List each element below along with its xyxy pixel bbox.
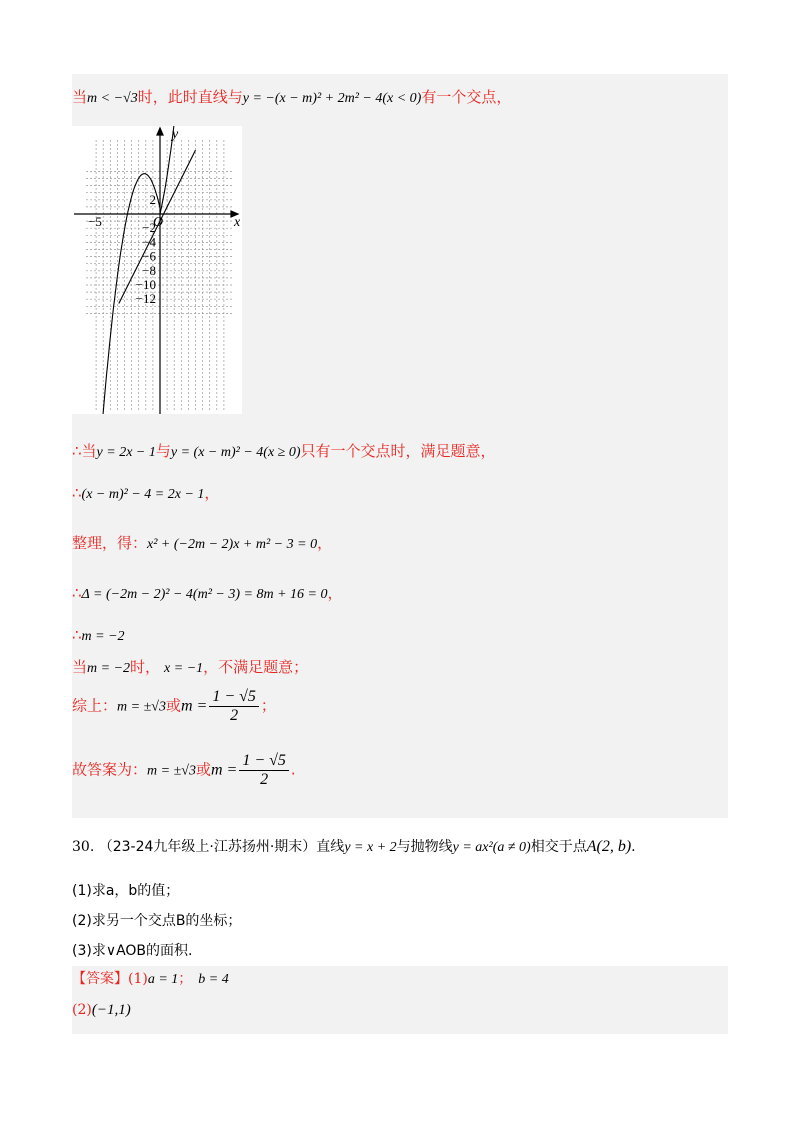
- y-tick-label: −8: [142, 262, 156, 278]
- origin-label: O: [153, 215, 164, 230]
- y-tick-label: −6: [142, 248, 156, 264]
- answer-line-1: 【答案】(1)a = 1； b = 4: [72, 971, 229, 987]
- y-axis-label: y: [172, 127, 179, 142]
- solution-line-4: 整理，得：x² + (−2m − 2)x + m² − 3 = 0，: [72, 534, 333, 552]
- question-part-1: (1)求a，b的值；: [72, 883, 180, 899]
- question-number: 30.: [72, 839, 95, 855]
- solution-line-3: ∴(x − m)² − 4 = 2x − 1，: [72, 484, 220, 502]
- x-axis-label: x: [234, 215, 241, 230]
- answer-label: 【答案】: [72, 971, 128, 987]
- fraction: $\frac{1 - √5}{2}$: [239, 752, 289, 789]
- answer-line-2: (2)(−1,1): [72, 1002, 131, 1018]
- solution-line-5: ∴Δ = (−2m − 2)² − 4(m² − 3) = 8m + 16 = 0，: [72, 584, 343, 602]
- solution-line-1: 当m < −√3时，此时直线与y = −(x − m)² + 2m² − 4(x < 0)有一个交点，: [72, 88, 512, 106]
- solution-line-9: 故答案为：m = ±√3或m = $\frac{1 - √5}{2}$ .: [72, 752, 296, 788]
- function-graph: [72, 126, 242, 414]
- x-tick-label: −5: [88, 214, 102, 229]
- y-tick-label: 2: [149, 191, 156, 207]
- question-part-3: (3)求∨AOB的面积.: [72, 943, 193, 959]
- y-tick-label: −2: [142, 220, 156, 236]
- y-tick-label: −4: [142, 234, 156, 250]
- question-30-stem: 30. （23-24九年级上·江苏扬州·期末）直线y = x + 2与抛物线y = ax²(a ≠ 0)相交于点A(2, b).: [72, 838, 636, 855]
- solution-line-8: 综上：m = ±√3或m = $\frac{1 - √5}{2}$ ；: [72, 688, 276, 724]
- y-tick-label: −10: [135, 277, 156, 292]
- solution-line-6: ∴m = −2: [72, 626, 125, 644]
- solution-line-7: 当m = −2时， x = −1，不满足题意；: [72, 658, 309, 676]
- solution-line-2: ∴当y = 2x − 1与y = (x − m)² − 4(x ≥ 0)只有一个交点时，满足题意，: [72, 442, 496, 460]
- fraction: $\frac{1 - √5}{2}$: [209, 688, 259, 725]
- y-tick-label: −12: [135, 291, 156, 307]
- question-part-2: (2)求另一个交点B的坐标；: [72, 913, 242, 929]
